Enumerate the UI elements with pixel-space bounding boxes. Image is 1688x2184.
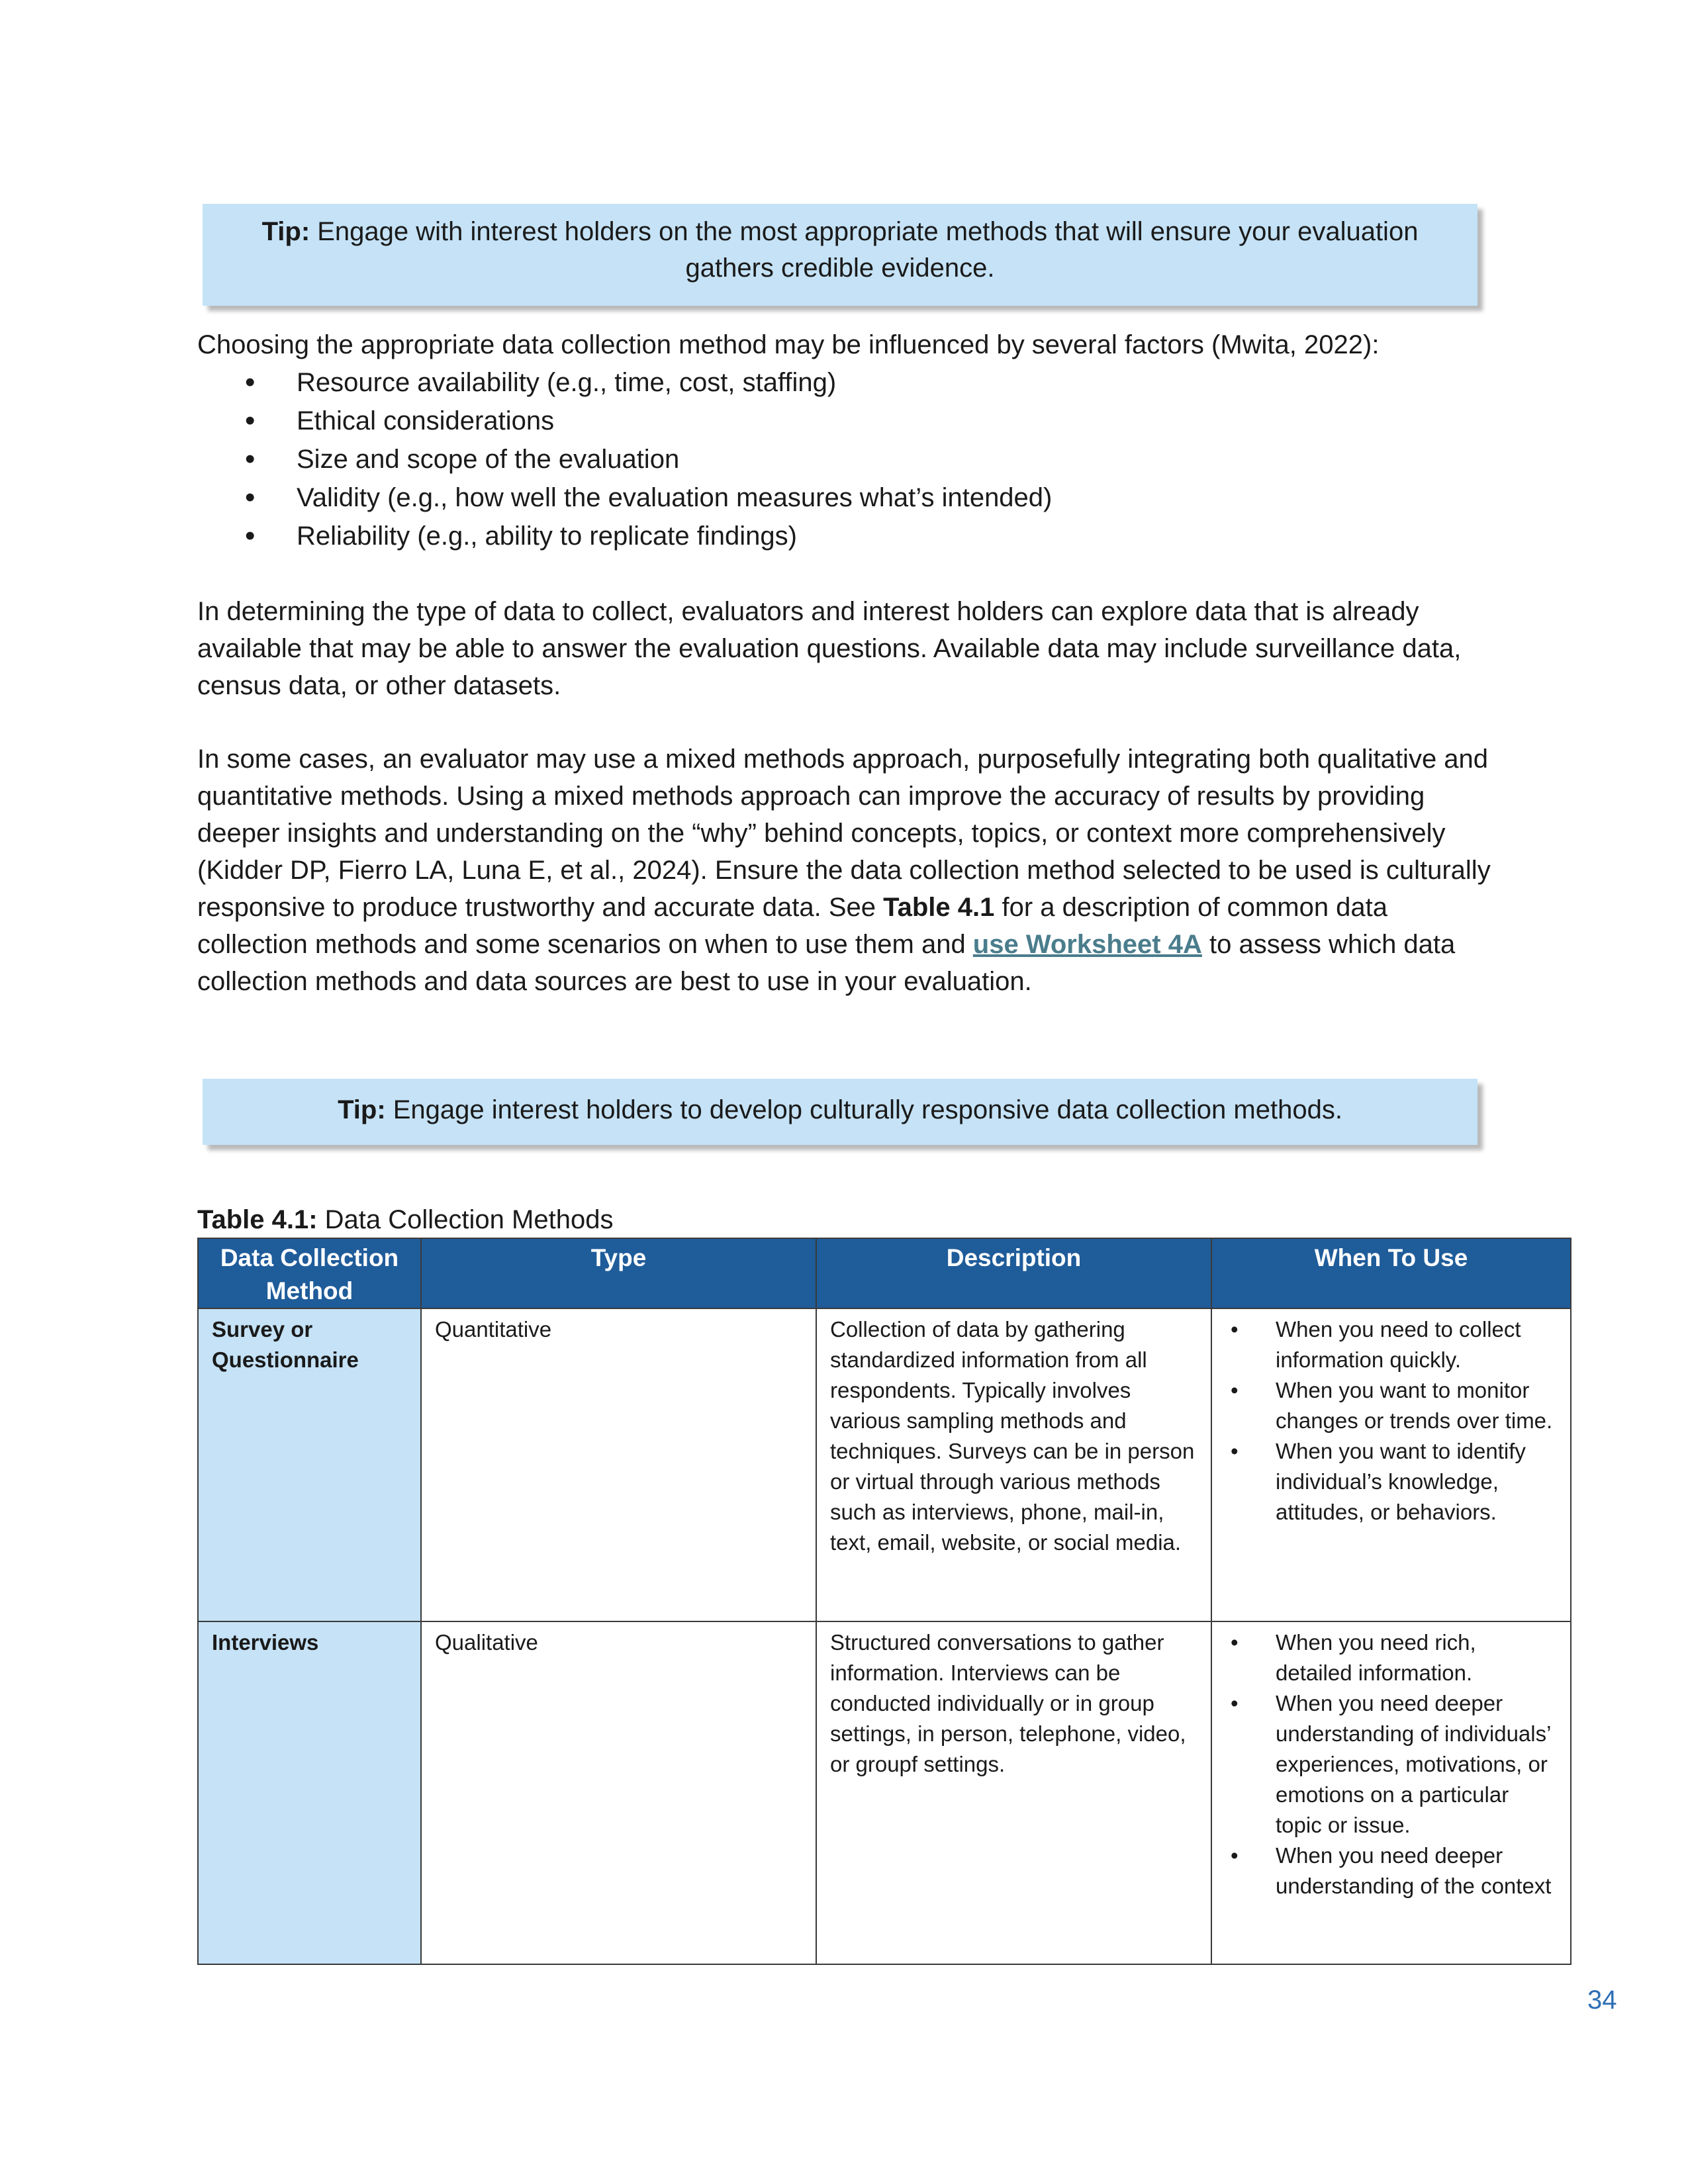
header-description: Description [816,1238,1211,1308]
paragraph-text: to assess which data collection methods and data sources are best to use in your evaluation. [197,930,1456,996]
tip-box-methods [203,204,1477,306]
data-collection-methods-table [197,1238,1571,1965]
type-cell: Qualitative [421,1621,816,1964]
list-item: • When you need rich, detailed information. [1219,1627,1557,1688]
list-item: • When you need to collect information quickly. [1219,1314,1557,1375]
mixed-methods-paragraph [197,741,1495,1000]
paragraph-text: for a description of common data collection methods and some scenarios on when to use them and [197,893,1388,959]
table-caption-text: Data Collection Methods [317,1205,614,1234]
list-item: • Ethical considerations [197,402,1052,440]
when-cell [1211,1621,1571,1964]
description-cell: Collection of data by gathering standardized information from all respondents. Typically involves various sampling methods and techniques. Surveys can be in person or virtual through various methods such as interviews, phone, mail-in, text, email, website, or social media. [816,1308,1211,1621]
method-cell: Interviews [198,1621,421,1964]
intro-paragraph: Choosing the appropriate data collection method may be influenced by several factors (Mwita, 2022): [197,330,1380,359]
tip-label: Tip: [261,217,310,246]
list-item: • Reliability (e.g., ability to replicate findings) [197,517,1052,555]
when-list [1219,1314,1557,1527]
list-item: • Size and scope of the evaluation [197,440,1052,478]
table-caption [197,1203,613,1236]
table-reference: Table 4.1 [883,893,995,922]
available-data-paragraph: In determining the type of data to collect, evaluators and interest holders can explore data that is already available that may be able to answer the evaluation questions. Available data may include surveillance data, census data, or other datasets. [197,597,1462,700]
list-item: • When you need deeper understanding of the context [1219,1841,1557,1901]
when-list [1219,1627,1557,1901]
table-header-row [198,1238,1571,1308]
table-row [198,1621,1571,1964]
header-type: Type [421,1238,816,1308]
description-cell: Structured conversations to gather information. Interviews can be conducted individually or in group settings, in person, telephone, video, or groupf settings. [816,1621,1211,1964]
table-caption-label: Table 4.1: [197,1205,318,1234]
method-cell: Survey or Questionnaire [198,1308,421,1621]
list-item: • Resource availability (e.g., time, cost, staffing) [197,363,1052,402]
header-method: Data Collection Method [198,1238,421,1308]
page-number: 34 [1587,1985,1617,2015]
list-item: • When you want to monitor changes or trends over time. [1219,1375,1557,1436]
tip-text: Engage with interest holders on the most appropriate methods that will ensure your evaluation gathers credible evidence. [310,217,1419,283]
table-row [198,1308,1571,1621]
type-cell: Quantitative [421,1308,816,1621]
tip-label: Tip: [338,1095,386,1124]
worksheet-4a-link[interactable]: use Worksheet 4A [972,930,1202,959]
factors-list [197,363,1052,555]
when-cell [1211,1308,1571,1621]
tip-text: Engage interest holders to develop culturally responsive data collection methods. [385,1095,1342,1124]
tip-box-culturally-responsive [203,1079,1477,1145]
header-when-to-use: When To Use [1211,1238,1571,1308]
list-item: • When you need deeper understanding of individuals’ experiences, motivations, or emotions on a particular topic or issue. [1219,1688,1557,1841]
paragraph-text: In some cases, an evaluator may use a mixed methods approach, purposefully integrating both qualitative and quantitative methods. Using a mixed methods approach can improve the accuracy of results by providing deeper insights and understanding on the “why” behind concepts, topics, or context more comprehensively (Kidder DP, Fierro LA, Luna E, et al., 2024). Ensure the data collection method selected to be used is culturally responsive to produce trustworthy and accurate data. See [197,745,1491,922]
list-item: • Validity (e.g., how well the evaluation measures what’s intended) [197,478,1052,517]
list-item: • When you want to identify individual’s knowledge, attitudes, or behaviors. [1219,1436,1557,1527]
